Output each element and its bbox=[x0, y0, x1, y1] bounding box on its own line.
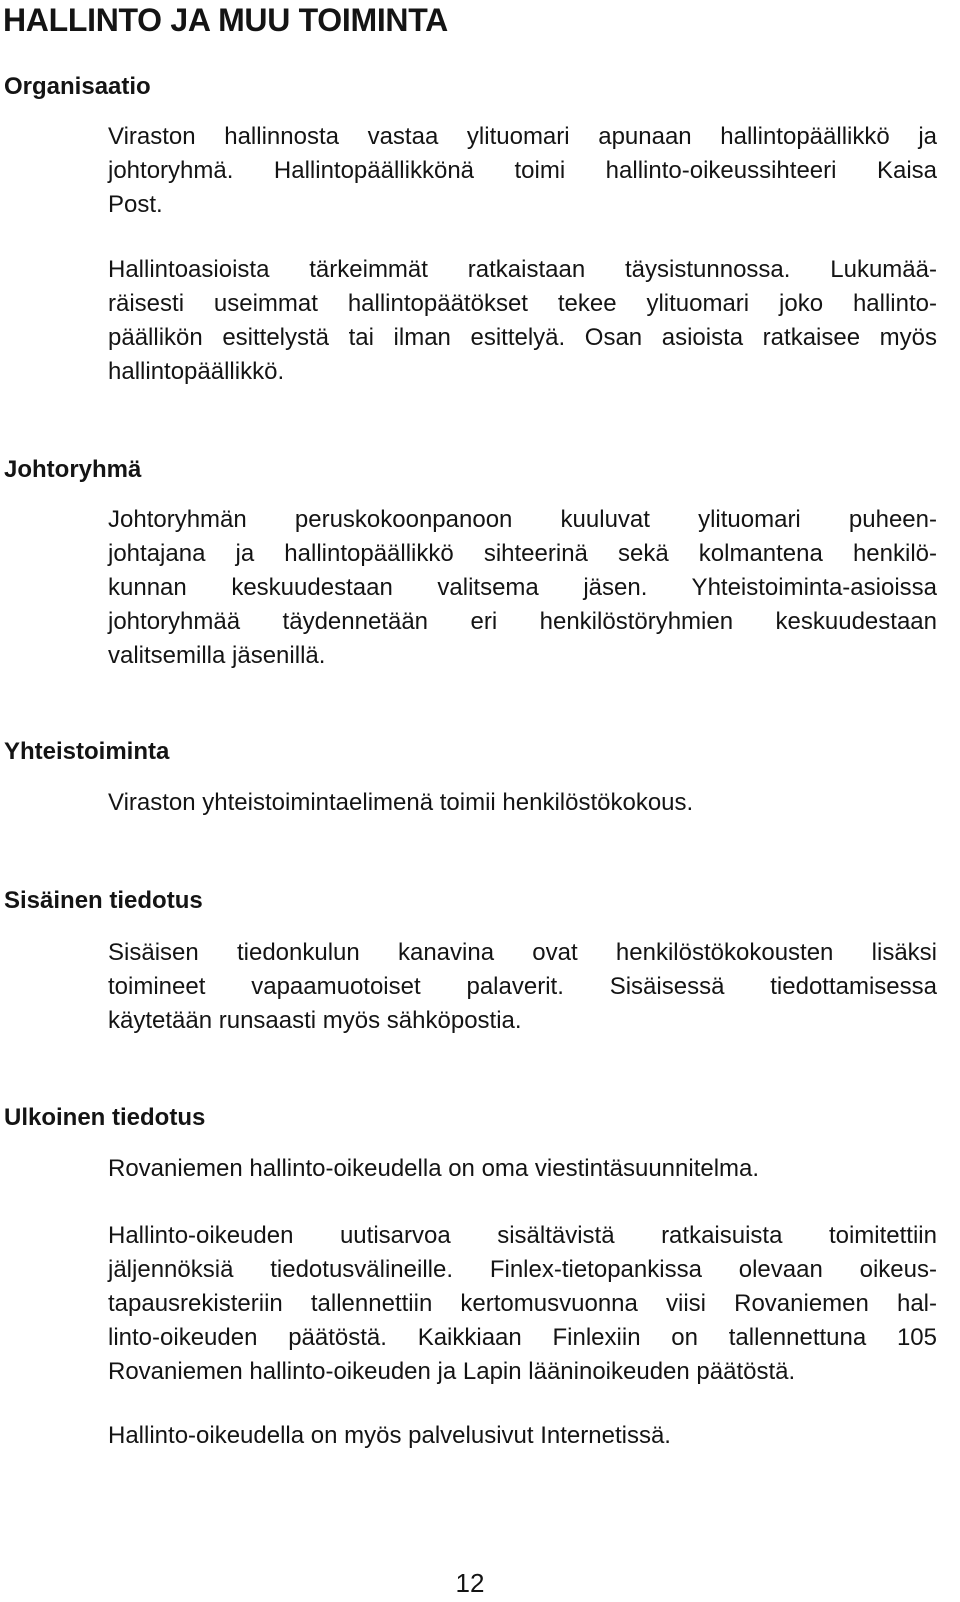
page-title: HALLINTO JA MUU TOIMINTA bbox=[3, 2, 448, 38]
paragraph-johtoryhma-1 bbox=[108, 503, 937, 673]
text-line: Post. bbox=[108, 191, 163, 218]
text-line: Sisäisen tiedonkulun kanavina ovat henkilöstökokousten lisäksi bbox=[108, 939, 937, 966]
text-line: Johtoryhmän peruskokoonpanoon kuuluvat ylituomari puheen- bbox=[108, 506, 937, 533]
paragraph-organisaatio-2 bbox=[108, 253, 937, 389]
paragraph-sisainen-tiedotus-1 bbox=[108, 936, 937, 1038]
section-heading-organisaatio: Organisaatio bbox=[4, 73, 151, 100]
text-line: käytetään runsaasti myös sähköpostia. bbox=[108, 1007, 522, 1034]
text-line: kunnan keskuudestaan valitsema jäsen. Yhteistoiminta-asioissa bbox=[108, 574, 937, 601]
page-number: 12 bbox=[455, 1568, 485, 1598]
text-line: Viraston yhteistoimintaelimenä toimii henkilöstökokous. bbox=[108, 789, 694, 816]
text-line: hallintopäällikkö. bbox=[108, 358, 285, 385]
paragraph-ulkoinen-tiedotus-2 bbox=[108, 1219, 937, 1389]
text-line: Hallinto-oikeuden uutisarvoa sisältävistä ratkaisuista toimitettiin bbox=[108, 1222, 937, 1249]
paragraph-yhteistoiminta-1 bbox=[108, 786, 937, 820]
text-line: Hallinto-oikeudella on myös palvelusivut Internetissä. bbox=[108, 1422, 671, 1449]
text-line: päällikön esittelystä tai ilman esittelyä. Osan asioista ratkaisee myös bbox=[108, 324, 937, 351]
text-line: Hallintoasioista tärkeimmät ratkaistaan täysistunnossa. Lukumää- bbox=[108, 256, 937, 283]
text-line: johtoryhmää täydennetään eri henkilöstöryhmien keskuudestaan bbox=[108, 608, 937, 635]
section-heading-yhteistoiminta: Yhteistoiminta bbox=[4, 738, 170, 765]
text-line: johtajana ja hallintopäällikkö sihteerinä sekä kolmantena henkilö- bbox=[108, 540, 937, 567]
paragraph-organisaatio-1 bbox=[108, 120, 937, 222]
text-line: Rovaniemen hallinto-oikeuden ja Lapin lääninoikeuden päätöstä. bbox=[108, 1358, 796, 1385]
text-line: Rovaniemen hallinto-oikeudella on oma viestintäsuunnitelma. bbox=[108, 1155, 760, 1182]
text-line: toimineet vapaamuotoiset palaverit. Sisäisessä tiedottamisessa bbox=[108, 973, 937, 1000]
section-heading-sisainen-tiedotus: Sisäinen tiedotus bbox=[4, 887, 203, 914]
text-line: Viraston hallinnosta vastaa ylituomari apunaan hallintopäällikkö ja bbox=[108, 123, 937, 150]
paragraph-ulkoinen-tiedotus-3 bbox=[108, 1419, 937, 1453]
paragraph-ulkoinen-tiedotus-1 bbox=[108, 1152, 937, 1186]
text-line: valitsemilla jäsenillä. bbox=[108, 642, 326, 669]
text-line: tapausrekisteriin tallennettiin kertomusvuonna viisi Rovaniemen hal- bbox=[108, 1290, 937, 1317]
text-line: räisesti useimmat hallintopäätökset tekee ylituomari joko hallinto- bbox=[108, 290, 937, 317]
text-line: linto-oikeuden päätöstä. Kaikkiaan Finlexiin on tallennettuna 105 bbox=[108, 1324, 937, 1351]
text-line: jäljennöksiä tiedotusvälineille. Finlex-tietopankissa olevaan oikeus- bbox=[108, 1256, 937, 1283]
text-line: johtoryhmä. Hallintopäällikkönä toimi hallinto-oikeussihteeri Kaisa bbox=[108, 157, 937, 184]
section-heading-ulkoinen-tiedotus: Ulkoinen tiedotus bbox=[4, 1104, 206, 1131]
section-heading-johtoryhma: Johtoryhmä bbox=[4, 456, 142, 483]
